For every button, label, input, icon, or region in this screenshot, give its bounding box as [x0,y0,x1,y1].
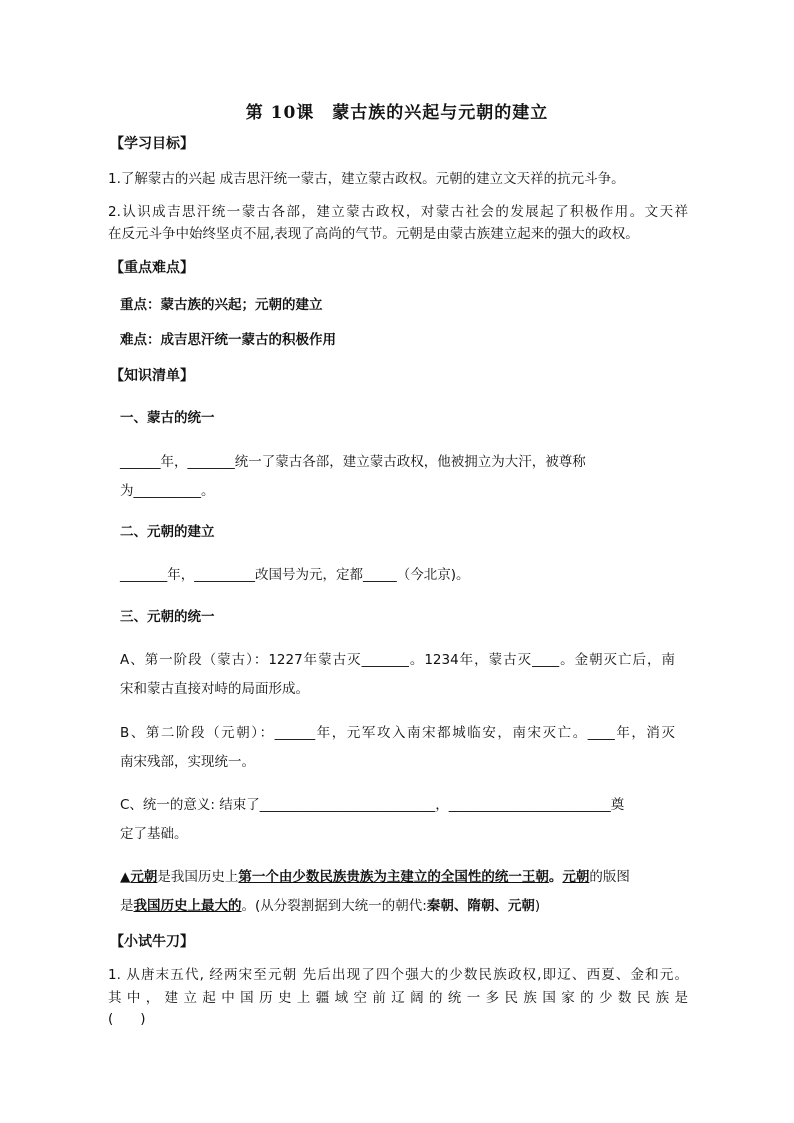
goal-2-line-1: 2.认识成吉思汗统一蒙古各部，建立蒙古政权，对蒙古社会的发展起了积极作用。文天祥 [108,204,688,220]
key-heading: 【重点难点】 [110,260,194,276]
question-1-line-2: 其中，建立起中国历史上疆域空前辽阔的统一多民族国家的少数民族是 [108,990,688,1006]
note-line-2: 是我国历史上最大的。(从分裂割据到大统一的朝代:秦朝、隋朝、元朝) [120,898,541,914]
significance-line-2: 定了基础。 [120,826,188,842]
goal-2-line-2: 在反元斗争中始终坚贞不屈,表现了高尚的气节。元朝是由蒙古族建立起来的强大的政权。 [108,226,639,242]
practice-heading: 【小试牛刀】 [110,934,194,950]
section-3-heading: 三、元朝的统一 [120,609,215,625]
section-2-heading: 二、元朝的建立 [120,524,215,540]
section-1-line-2: 为__________。 [120,483,215,499]
goal-1: 1.了解蒙古的兴起 成吉思汗统一蒙古，建立蒙古政权。元朝的建立文天祥的抗元斗争。 [108,171,625,187]
difficult-point: 难点：成吉思汗统一蒙古的积极作用 [120,332,336,348]
stage-b-line-2: 南宋残部，实现统一。 [120,754,255,770]
section-2-line-1: _______年，_________改国号为元，定都_____（今北京)。 [120,567,470,583]
triangle-icon: ▲ [120,869,131,885]
significance-line-1: C、统一的意义: 结束了__________________________，________________________奠 [120,797,625,813]
stage-b-line-1: B、第二阶段（元朝）：______年，元军攻入南宋都城临安，南宋灭亡。____年，消灭 [120,725,675,741]
question-1-line-1: 1. 从唐末五代, 经两宋至元朝 先后出现了四个强大的少数民族政权,即辽、西夏、金和元。 [108,967,688,983]
section-1-heading: 一、蒙古的统一 [120,410,215,426]
goals-heading: 【学习目标】 [110,136,194,152]
knowledge-heading: 【知识清单】 [110,368,194,384]
page-title: 第 10课 蒙古族的兴起与元朝的建立 [245,103,549,123]
stage-a-line-1: A、第一阶段（蒙古）：1227年蒙古灭_______。1234年，蒙古灭____。金朝灭亡后，南 [120,652,675,668]
note-line-1: ▲元朝是我国历史上第一个由少数民族贵族为主建立的全国性的统一王朝。元朝的版图 [120,869,630,885]
question-1-line-3: ( ) [108,1011,146,1027]
key-point: 重点：蒙古族的兴起；元朝的建立 [120,297,323,313]
section-1-line-1: ______年，_______统一了蒙古各部，建立蒙古政权，他被拥立为大汗，被尊称 [120,454,586,470]
stage-a-line-2: 宋和蒙古直接对峙的局面形成。 [120,681,309,697]
